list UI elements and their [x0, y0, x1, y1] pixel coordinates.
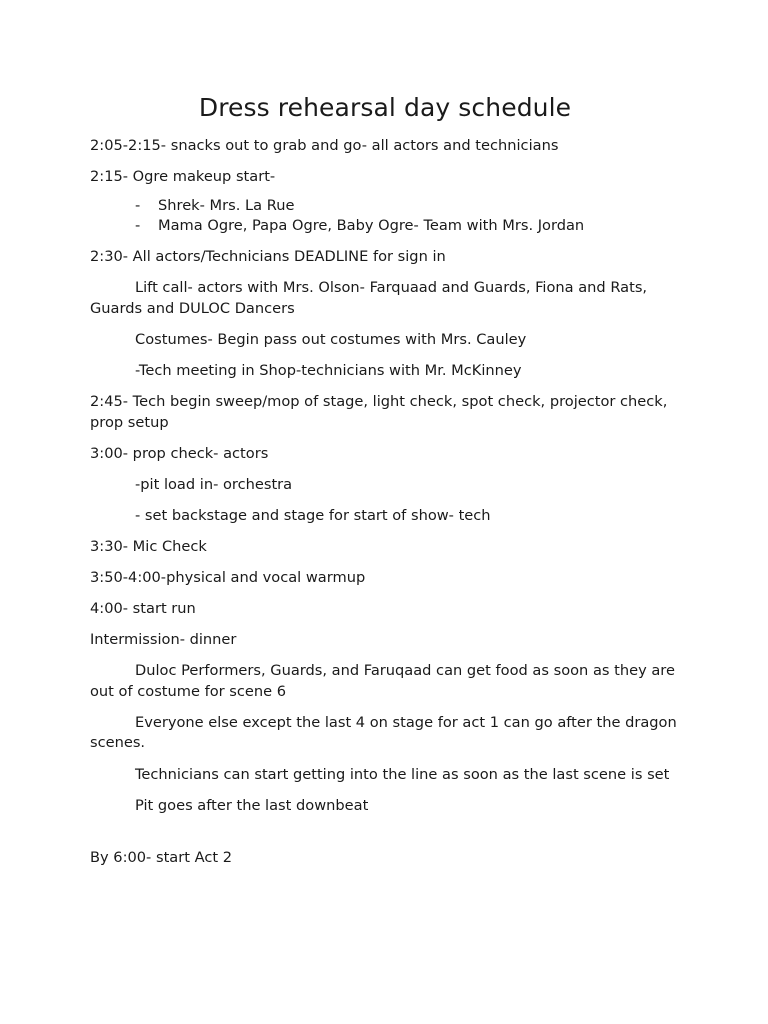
list-bullet: -: [135, 217, 141, 235]
page-title: Dress rehearsal day schedule: [198, 93, 572, 122]
list-bullet: -: [135, 196, 141, 214]
schedule-line-mic-check: 3:30- Mic Check: [90, 537, 207, 555]
schedule-line-duloc: Duloc Performers, Guards, and Faruqaad can get food as soon as they are out of costume for scene 6: [90, 662, 675, 700]
schedule-line-start-run: 4:00- start run: [90, 600, 196, 618]
schedule-line-prop-check: 3:00- prop check- actors: [90, 444, 269, 462]
schedule-line-pit-after: Pit goes after the last downbeat: [135, 796, 369, 814]
schedule-line-technicians: Technicians can start getting into the line as soon as the last scene is set: [135, 765, 670, 783]
schedule-line-sweep: 2:45- Tech begin sweep/mop of stage, light check, spot check, projector check, prop setup: [90, 393, 668, 431]
list-item: [90, 196, 680, 217]
schedule-line-warmup: 3:50-4:00-physical and vocal warmup: [90, 569, 366, 587]
schedule-line-pit-load: -pit load in- orchestra: [135, 475, 293, 493]
schedule-line-everyone: Everyone else except the last 4 on stage for act 1 can go after the dragon scenes.: [90, 713, 677, 752]
list-item: [90, 216, 680, 237]
schedule-line-tech-meeting: -Tech meeting in Shop-technicians with Mr. McKinney: [135, 361, 522, 379]
list-item-text: Mama Ogre, Papa Ogre, Baby Ogre- Team with Mrs. Jordan: [158, 217, 585, 235]
ogre-makeup-list: [90, 196, 680, 237]
schedule-line-costumes: Costumes- Begin pass out costumes with Mrs. Cauley: [135, 330, 527, 348]
schedule-line-intermission: Intermission- dinner: [90, 631, 237, 649]
schedule-line-backstage: - set backstage and stage for start of show- tech: [135, 506, 491, 524]
list-item-text: Shrek- Mrs. La Rue: [158, 196, 295, 214]
schedule-line-ogre-makeup: 2:15- Ogre makeup start-: [90, 168, 276, 186]
blank-line: [90, 827, 680, 848]
document-page: [90, 92, 680, 879]
schedule-line-deadline: 2:30- All actors/Technicians DEADLINE for sign in: [90, 248, 446, 266]
schedule-line-snacks: 2:05-2:15- snacks out to grab and go- all actors and technicians: [90, 137, 559, 154]
schedule-line-lift-call: Lift call- actors with Mrs. Olson- Farquaad and Guards, Fiona and Rats, Guards and DULOC Dancers: [90, 279, 648, 317]
schedule-line-act-2: By 6:00- start Act 2: [90, 848, 232, 866]
